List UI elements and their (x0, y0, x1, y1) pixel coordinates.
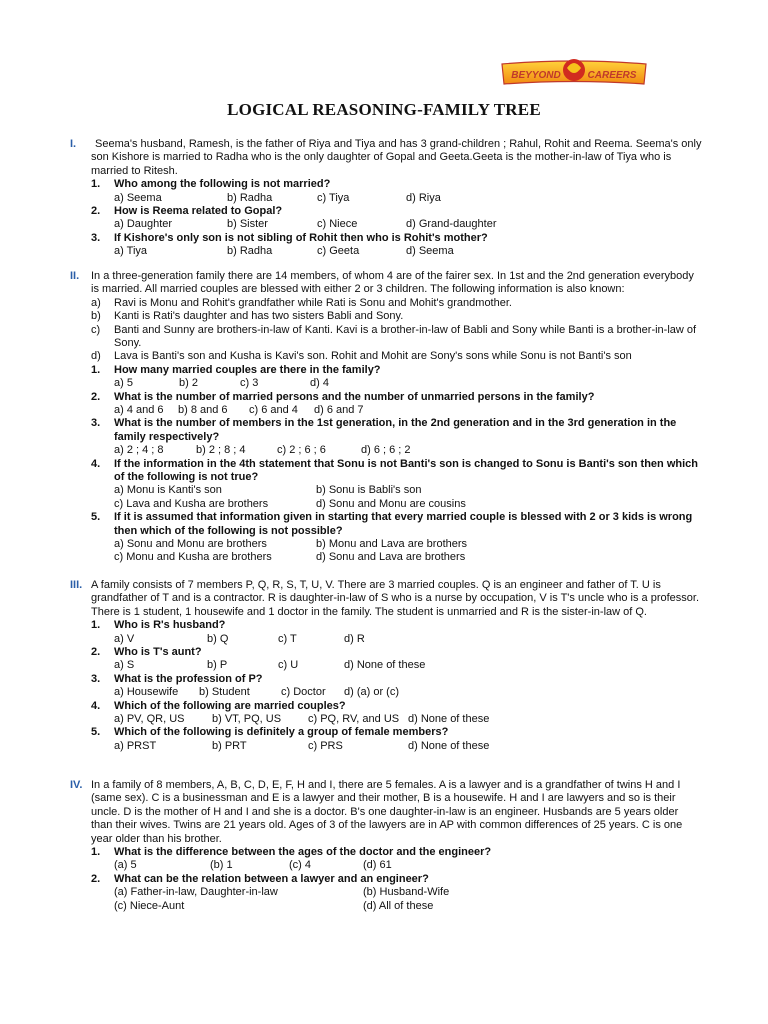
option[interactable]: b) Monu and Lava are brothers (316, 538, 468, 551)
option[interactable]: a) PRST (114, 739, 157, 752)
option[interactable]: d) Grand-daughter (406, 218, 497, 231)
option[interactable]: b) Radha (227, 245, 273, 258)
option[interactable]: (a) Father-in-law, Daughter-in-law (114, 886, 278, 899)
option[interactable]: c) Tiya (317, 191, 350, 204)
section-paragraph: Seema's husband, Ramesh, is the father of Riya and Tiya and has 3 grand-children ; Rahul, Rohit and Reema. Seema's only son Kishore is married to Radha who is the only daughter of Gopal and Geeta.Geeta is the mother-in-law of Tiya who is married to Ritesh. (91, 138, 702, 177)
section-number: I. (70, 138, 77, 150)
fact-item: c) Banti and Sunny are brothers-in-law of Kanti. Kavi is a brother-in-law of Babli and Sony while Banti is a brother-in-law of Sony. (91, 323, 697, 350)
options-row (114, 551, 702, 564)
option[interactable]: c) Monu and Kusha are brothers (114, 551, 272, 564)
logo-left-word: BEYYOND (511, 70, 561, 81)
fact-item: b) Kanti is Rati's daughter and has two sisters Babli and Sony. (91, 310, 404, 323)
option[interactable]: a) 5 (114, 377, 133, 390)
question: 3. What is the profession of P? (91, 672, 263, 685)
question: 5. Which of the following is definitely a group of female members? (91, 726, 449, 739)
option[interactable]: d) None of these (408, 713, 490, 726)
option[interactable]: d) (a) or (c) (344, 686, 399, 699)
option[interactable]: d) Seema (406, 245, 454, 258)
options-row (114, 859, 702, 872)
option[interactable]: b) P (207, 659, 228, 672)
option[interactable]: a) PV, QR, US (114, 713, 185, 726)
options-row (114, 740, 702, 753)
option[interactable]: a) Seema (114, 191, 162, 204)
option[interactable]: a) 4 and 6 (114, 404, 164, 417)
option[interactable]: d) None of these (344, 659, 426, 672)
logo-right-word: CAREERS (587, 70, 637, 81)
option[interactable]: a) V (114, 632, 135, 645)
options-row (114, 484, 702, 497)
option[interactable]: c) 3 (240, 377, 259, 390)
option[interactable]: b) Student (199, 686, 250, 699)
section-paragraph: In a three-generation family there are 14 members, of whom 4 are of the fairer sex. In 1st and the 2nd generation everybody is married. All married couples are blessed with either 2 or 3 children. The following information is also known: (91, 270, 694, 296)
option[interactable]: a) Daughter (114, 218, 173, 231)
fact-item: a) Ravi is Monu and Rohit's grandfather while Rati is Sonu and Mohit's grandmother. (91, 296, 512, 309)
options-row (114, 538, 702, 551)
options-row (114, 713, 702, 726)
brand-logo (498, 54, 650, 90)
options-row (114, 633, 702, 646)
option[interactable]: b) VT, PQ, US (212, 713, 282, 726)
section-number: III. (70, 579, 83, 591)
options-row (114, 404, 702, 417)
option[interactable]: d) 6 and 7 (314, 404, 364, 417)
option[interactable]: (a) 5 (114, 859, 137, 872)
option[interactable]: c) 2 ; 6 ; 6 (277, 444, 326, 457)
option[interactable]: d) None of these (408, 739, 490, 752)
option[interactable]: a) Housewife (114, 686, 179, 699)
fact-item: d) Lava is Banti's son and Kusha is Kavi's son. Rohit and Mohit are Sony's sons while Sonu is not Banti's son (91, 350, 632, 363)
question: 1. What is the difference between the ages of the doctor and the engineer? (91, 846, 492, 859)
section-paragraph: In a family of 8 members, A, B, C, D, E, F, H and I, there are 5 females. A is a lawyer and is a grandfather of twins H and I (same sex). C is a businessman and E is a lawyer and their mother, B is a housewife. H and I are lawyers and so is their uncle. D is the mother of H and I and she is a doctor. B's one daughter-in-law is an engineer. Husbands are 5 years older than their wives. Twins are 21 years old. Ages of 3 of the lawyers are in AP with common differences of 25 years. C is one year older than his brother. (91, 779, 683, 845)
option[interactable]: c) Geeta (317, 245, 360, 258)
option[interactable]: b) 2 (179, 377, 198, 390)
question: 2. Who is T's aunt? (91, 646, 202, 659)
options-row (114, 498, 702, 511)
options-row (114, 900, 702, 913)
option[interactable]: (d) 61 (363, 859, 392, 872)
question: 4. Which of the following are married couples? (91, 699, 346, 712)
option[interactable]: b) 8 and 6 (178, 404, 228, 417)
option[interactable]: b) Q (207, 632, 229, 645)
option[interactable]: c) Doctor (281, 686, 326, 699)
option[interactable]: d) 6 ; 6 ; 2 (361, 444, 411, 457)
page-title: LOGICAL REASONING-FAMILY TREE (227, 100, 541, 119)
options-row (114, 444, 702, 457)
question: 2. What is the number of married persons and the number of unmarried persons in the family? (91, 390, 595, 403)
options-row (114, 192, 702, 205)
option[interactable]: c) T (278, 632, 297, 645)
options-row (114, 377, 702, 390)
option[interactable]: (b) 1 (210, 859, 233, 872)
options-row (114, 886, 702, 899)
option[interactable]: d) Sonu and Lava are brothers (316, 551, 466, 564)
section-1 (70, 138, 702, 259)
section-4 (70, 779, 702, 913)
option[interactable]: d) R (344, 632, 365, 645)
option[interactable]: (c) 4 (289, 859, 311, 872)
option[interactable]: c) PRS (308, 739, 343, 752)
question: 2. What can be the relation between a lawyer and an engineer? (91, 872, 429, 885)
option[interactable]: b) 2 ; 8 ; 4 (196, 444, 246, 457)
options-row (114, 218, 702, 231)
option[interactable]: a) S (114, 659, 135, 672)
option[interactable]: (d) All of these (363, 899, 434, 912)
option[interactable]: c) PQ, RV, and US (308, 713, 400, 726)
question: 4. If the information in the 4th statement that Sonu is not Banti's son is changed to Sonu is Banti's son then which of the following is not true? (91, 457, 698, 484)
option[interactable]: c) 6 and 4 (249, 404, 298, 417)
option[interactable]: b) PRT (212, 739, 247, 752)
option[interactable]: (b) Husband-Wife (363, 886, 450, 899)
question: 1. How many married couples are there in the family? (91, 363, 381, 376)
options-row (114, 245, 702, 258)
option[interactable]: c) Niece (317, 218, 358, 231)
section-2 (70, 270, 702, 565)
option[interactable]: (c) Niece-Aunt (114, 899, 185, 912)
option[interactable]: c) U (278, 659, 299, 672)
section-paragraph: A family consists of 7 members P, Q, R, S, T, U, V. There are 3 married couples. Q is an engineer and father of T. U is grandfather of T and is a contractor. R is daughter-in-law of S who is a nurse by occupation, V is T's uncle who is a professor. There is 1 student, 1 housewife and 1 doctor in the family. The student is unmarried and R is the sister-in-law of Q. (91, 579, 700, 618)
question: 1. Who is R's husband? (91, 619, 226, 632)
option[interactable]: b) Sonu is Babli's son (316, 484, 422, 497)
option[interactable]: a) 2 ; 4 ; 8 (114, 444, 164, 457)
option[interactable]: c) Lava and Kusha are brothers (114, 497, 269, 510)
option[interactable]: d) Riya (406, 191, 441, 204)
question: 3. What is the number of members in the 1st generation, in the 2nd generation and in the 3rd generation in the family respectively? (91, 417, 677, 443)
option[interactable]: b) Sister (227, 218, 268, 231)
option[interactable]: b) Radha (227, 191, 273, 204)
section-number: II. (70, 270, 80, 282)
options-row (114, 659, 702, 672)
question: 2. How is Reema related to Gopal? (91, 205, 283, 218)
section-3 (70, 579, 702, 753)
option[interactable]: d) Sonu and Monu are cousins (316, 497, 466, 510)
question: 1. Who among the following is not married? (91, 178, 331, 191)
option[interactable]: a) Tiya (114, 245, 148, 258)
section-number: IV. (70, 779, 83, 791)
option[interactable]: d) 4 (310, 377, 329, 390)
option[interactable]: a) Sonu and Monu are brothers (114, 538, 267, 551)
question: 5. If it is assumed that information given in starting that every married couple is blessed with 2 or 3 kids is wrong then which of the following is not possible? (91, 511, 693, 537)
option[interactable]: a) Monu is Kanti's son (114, 484, 222, 497)
question: 3. If Kishore's only son is not sibling of Rohit then who is Rohit's mother? (91, 231, 488, 244)
options-row (114, 686, 702, 699)
